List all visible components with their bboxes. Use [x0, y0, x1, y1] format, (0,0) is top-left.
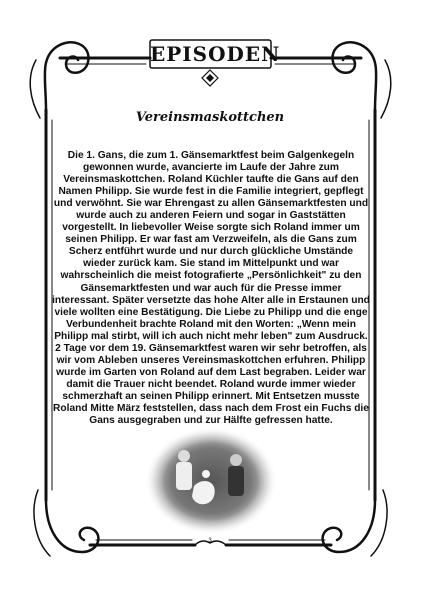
header-title: EPISODEN — [150, 42, 281, 66]
page-number: 3 — [208, 538, 212, 544]
swirl-top-left — [45, 42, 89, 110]
vignette-photo — [144, 426, 278, 536]
article-body: Die 1. Gans, die zum 1. Gänsemarktfest beim Galgenkegeln gewonnen wurde, avancierte im Laufe der Jahre zum Vereinsmaskottchen. Roland Küchler taufte die Gans auf den Namen Philipp. Sie wurde fest in die Familie integriert, gepflegt und verwöhnt. Sie war Ehrengast zu allen Gänsemarktfesten und wurde auch zu anderen Feiern und sogar in Gaststätten vorgestellt. In liebevoller Weise sorgte sich Roland immer um seinen Philipp. Er war fast am Verzweifeln, als die Gans zum Scherz entführt wurde und nur durch glückliche Umstände wieder zurück kam. Sie stand im Mittelpunkt und war wahrscheinlich die meist fotografierte „Persönlichkeit" zu den Gänsemarktfesten und war auch für die Presse immer interessant. Später versetzte das hohe Alter alle in Erstaunen und viele wollten eine Bestätigung. Die Liebe zu Philipp und die enge Verbundenheit brachte Roland mit den Worten: „Wenn mein Philipp mal stirbt, will ich auch nicht mehr leben" zum Ausdruck. 2 Tage vor dem 19. Gänsemarktfest waren wir sehr betroffen, als wir vom Ableben unseres Vereinsmaskottchen erfuhren. Philipp wurde im Garten von Roland auf dem Last begraben. Leider war damit die Trauer nicht beendet. Roland wurde immer wieder schmerzhaft an seinen Philipp erinnert. Mit Entsetzen musste Roland Mitte März feststellen, dass nach dem Frost ein Fuchs die Gans ausgegraben und zur Hälfte gefressen hatte. — [52, 150, 370, 427]
swirl-top-right — [333, 42, 377, 110]
article-title: Vereinsmaskottchen — [135, 110, 285, 125]
